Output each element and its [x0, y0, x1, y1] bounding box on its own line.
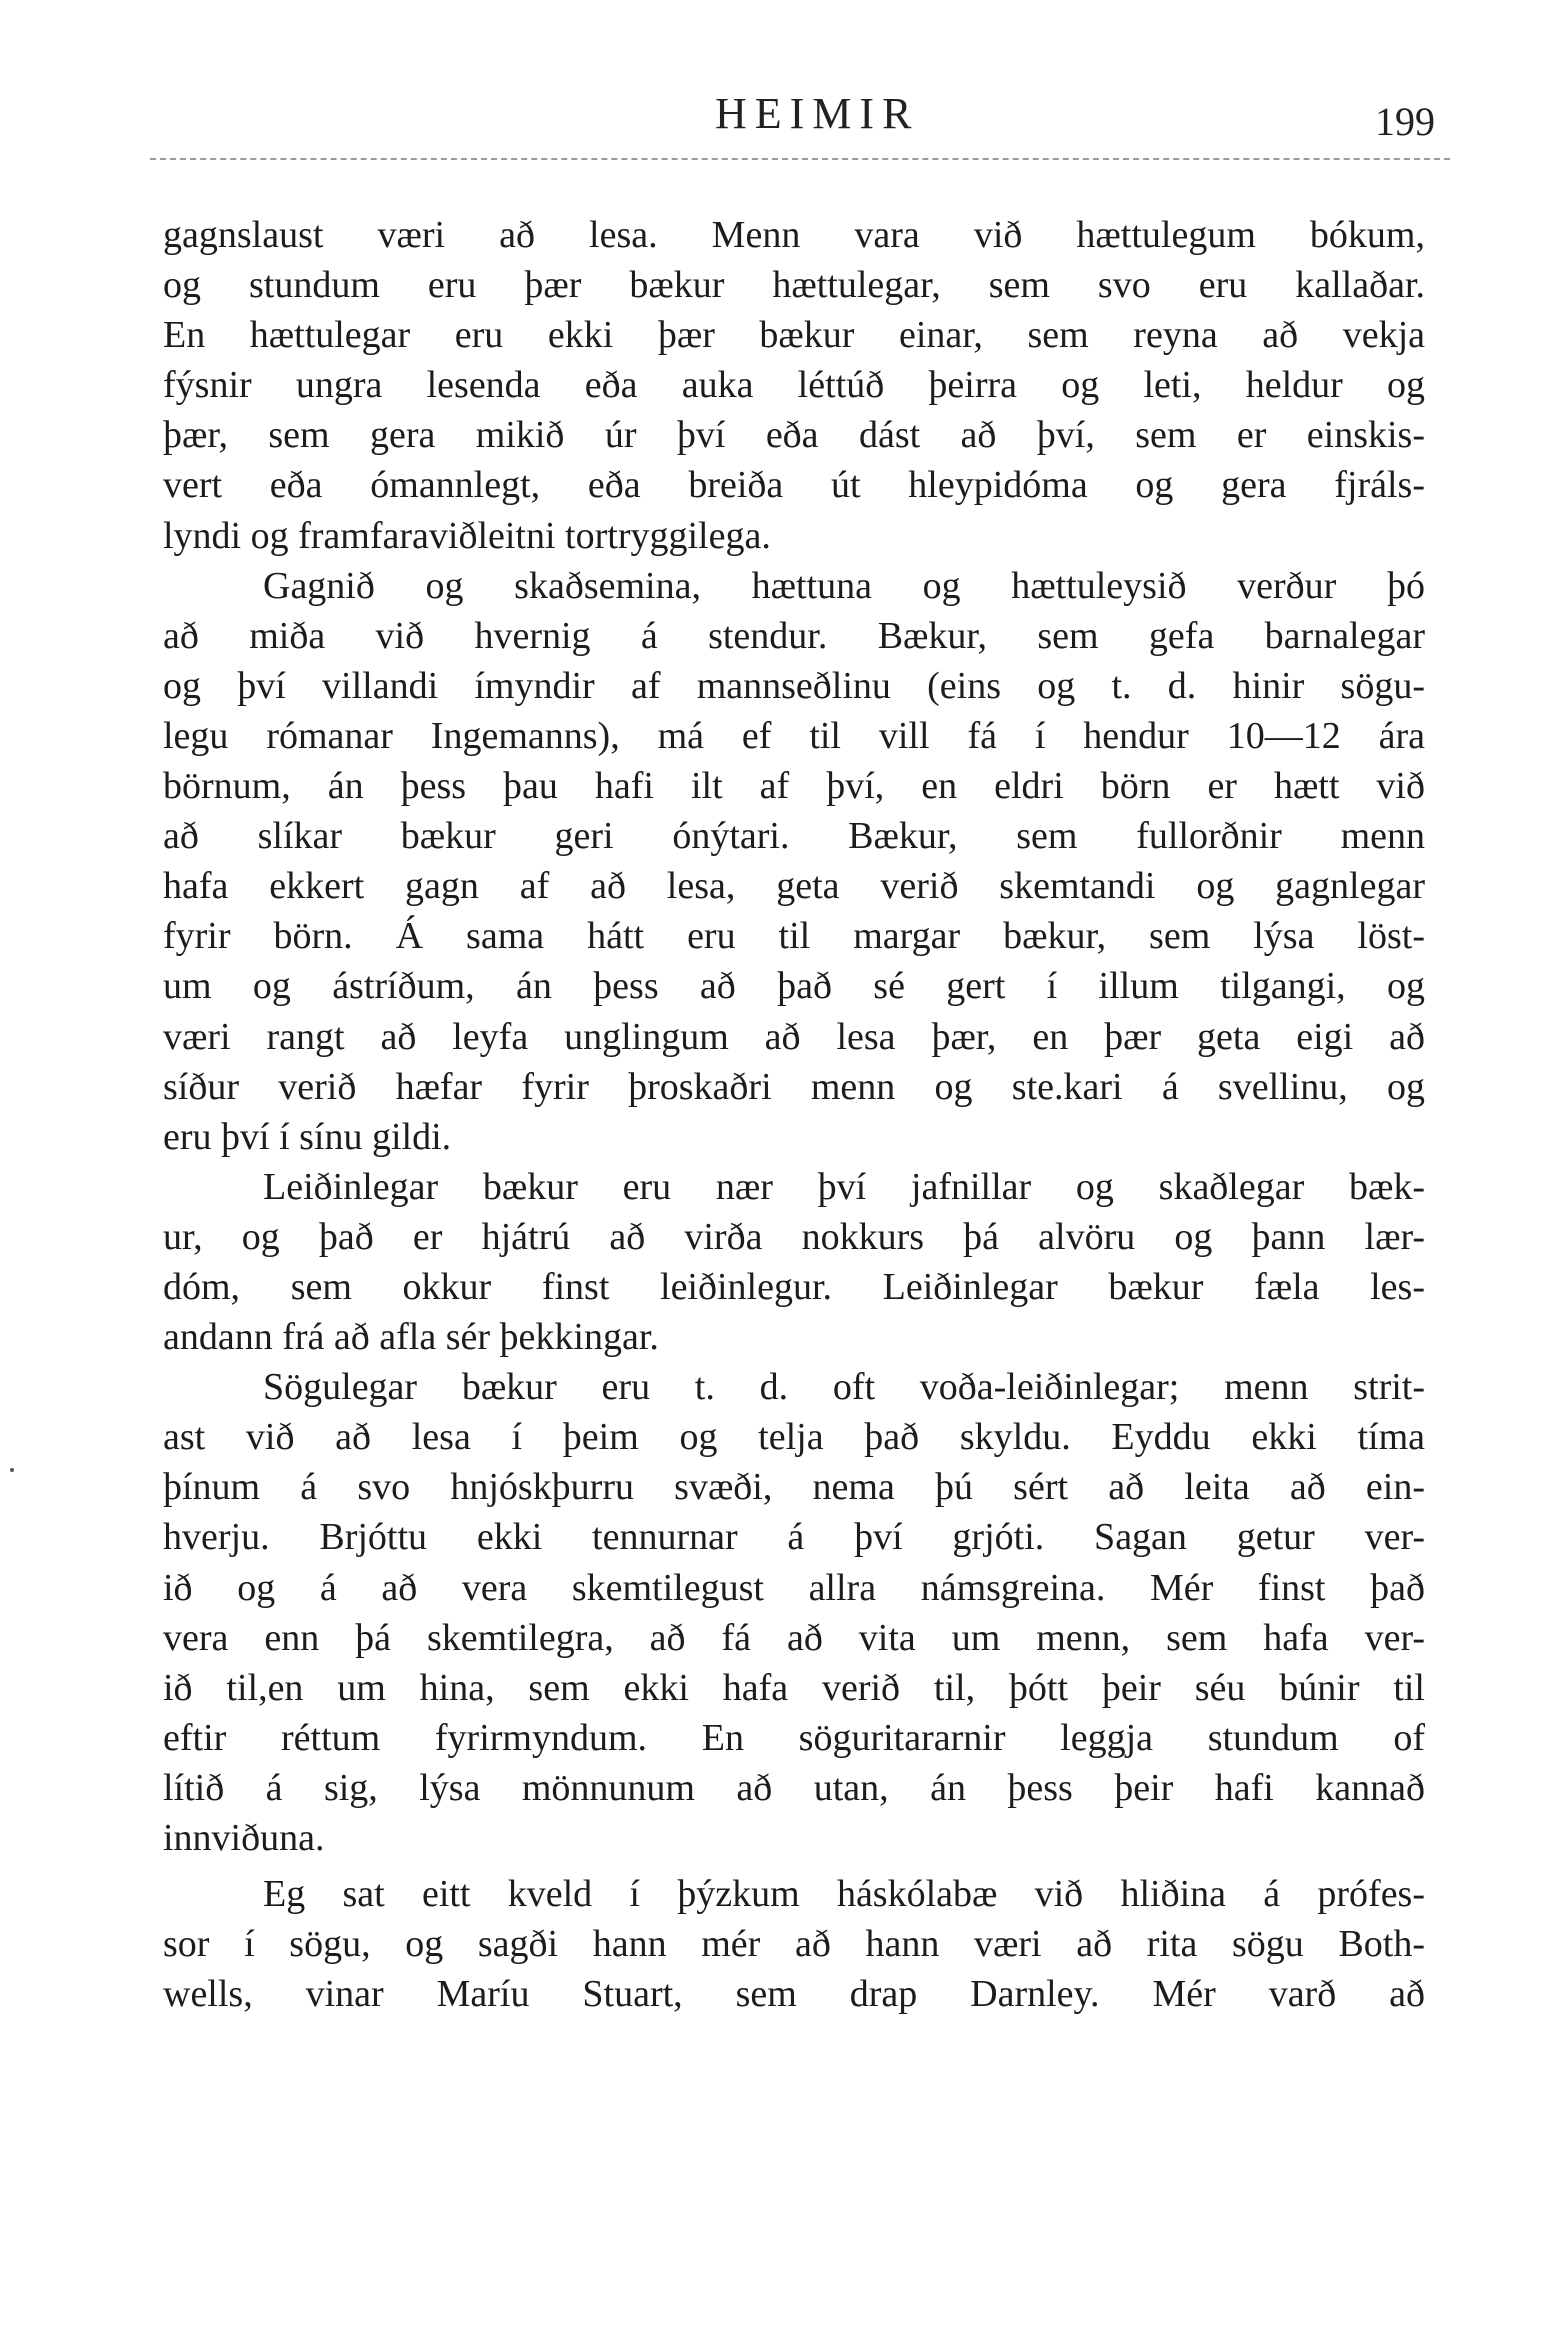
- text-line: eru því í sínu gildi.: [163, 1115, 452, 1158]
- text-line: börnum, án þess þau hafi ilt af því, en eldri börn er hætt við: [163, 765, 1425, 808]
- text-line: Gagnið og skaðsemina, hættuna og hættuleysið verður þó: [263, 564, 1425, 607]
- text-line: fyrir börn. Á sama hátt eru til margar bækur, sem lýsa löst-: [163, 915, 1425, 958]
- text-line: um og ástríðum, án þess að það sé gert í illum tilgangi, og: [163, 965, 1425, 1008]
- text-line: Eg sat eitt kveld í þýzkum háskólabæ við hliðina á prófes-: [263, 1873, 1425, 1916]
- text-line: innviðuna.: [163, 1817, 325, 1859]
- text-line: eftir réttum fyrirmyndum. En söguritararnir leggja stundum of: [163, 1716, 1425, 1759]
- text-line: ið og á að vera skemtilegust allra námsgreina. Mér finst það: [163, 1566, 1425, 1609]
- text-line: síður verið hæfar fyrir þroskaðri menn og ste.kari á svellinu, og: [163, 1065, 1425, 1108]
- text-line: ur, og það er hjátrú að virða nokkurs þá alvöru og þann lær-: [163, 1215, 1425, 1258]
- header-rule: [150, 158, 1450, 160]
- text-line: Sögulegar bækur eru t. d. oft voða-leiðinlegar; menn strit-: [263, 1366, 1425, 1409]
- text-line: hafa ekkert gagn af að lesa, geta verið skemtandi og gagnlegar: [163, 865, 1425, 908]
- text-line: lítið á sig, lýsa mönnunum að utan, án þess þeir hafi kannað: [163, 1766, 1425, 1809]
- text-line: hverju. Brjóttu ekki tennurnar á því grjóti. Sagan getur ver-: [163, 1516, 1425, 1559]
- text-line: vera enn þá skemtilegra, að fá að vita um menn, sem hafa ver-: [163, 1616, 1425, 1659]
- text-line: að miða við hvernig á stendur. Bækur, sem gefa barnalegar: [163, 614, 1425, 657]
- text-line: og stundum eru þær bækur hættulegar, sem svo eru kallaðar.: [163, 264, 1425, 307]
- text-line: sor í sögu, og sagði hann mér að hann væri að rita sögu Both-: [163, 1923, 1425, 1966]
- running-title: HEIMIR: [715, 89, 920, 138]
- text-line: andann frá að afla sér þekkingar.: [163, 1316, 659, 1359]
- text-line: að slíkar bækur geri ónýtari. Bækur, sem fullorðnir menn: [163, 815, 1425, 858]
- text-line: wells, vinar Maríu Stuart, sem drap Darnley. Mér varð að: [163, 1973, 1425, 2016]
- text-line: ast við að lesa í þeim og telja það skyldu. Eyddu ekki tíma: [163, 1416, 1425, 1459]
- body-text: [163, 210, 1425, 2019]
- text-line: fýsnir ungra lesenda eða auka léttúð þeirra og leti, heldur og: [163, 364, 1425, 407]
- margin-speck: [10, 1468, 14, 1472]
- text-line: þínum á svo hnjóskþurru svæði, nema þú sért að leita að ein-: [163, 1466, 1425, 1509]
- text-line: gagnslaust væri að lesa. Menn vara við hættulegum bókum,: [163, 214, 1425, 256]
- text-line: En hættulegar eru ekki þær bækur einar, sem reyna að vekja: [163, 314, 1425, 357]
- text-line: Leiðinlegar bækur eru nær því jafnillar og skaðlegar bæk-: [263, 1165, 1425, 1208]
- page-number: 199: [1375, 99, 1435, 144]
- text-line: og því villandi ímyndir af mannseðlinu (eins og t. d. hinir sögu-: [163, 664, 1425, 707]
- text-line: legu rómanar Ingemanns), má ef til vill fá í hendur 10—12 ára: [163, 714, 1425, 757]
- text-line: dóm, sem okkur finst leiðinlegur. Leiðinlegar bækur fæla les-: [163, 1265, 1425, 1308]
- text-line: væri rangt að leyfa unglingum að lesa þær, en þær geta eigi að: [163, 1015, 1425, 1058]
- running-head: [150, 88, 1450, 148]
- text-line: ið til,en um hina, sem ekki hafa verið til, þótt þeir séu búnir til: [163, 1666, 1425, 1709]
- text-line: vert eða ómannlegt, eða breiða út hleypidóma og gera fjráls-: [163, 464, 1425, 507]
- text-line: þær, sem gera mikið úr því eða dást að því, sem er einskis-: [163, 414, 1425, 457]
- text-line: lyndi og framfaraviðleitni tortryggilega.: [163, 514, 771, 557]
